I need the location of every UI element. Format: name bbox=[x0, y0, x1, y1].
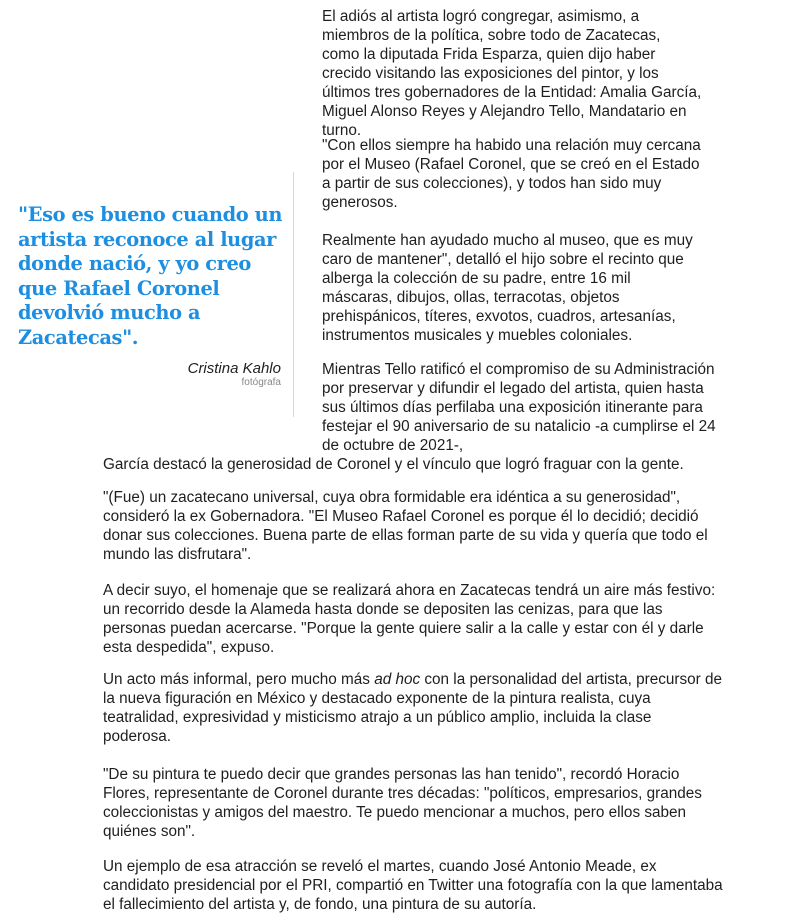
article-paragraph: "De su pintura te puedo decir que grandes personas las han tenido", recordó Horacio Flores, representante de Coronel durante tres décadas: "políticos, empresarios, grandes coleccionistas y amigos del maestro. Te puedo mencionar a muchos, pero ellos saben quiénes son". bbox=[103, 766, 702, 840]
paragraph-text: con la personalidad del artista, precursor de la nueva figuración en México y destacado exponente de la pintura realista, cuya teatralidad, expresividad y misticismo atrajo a un público amplio, incluida la clase poderosa. bbox=[103, 671, 723, 745]
pull-quote-author: Cristina Kahlo bbox=[187, 359, 281, 377]
article-paragraph-continuation: García destacó la generosidad de Coronel y el vínculo que logró fraguar con la gente. bbox=[103, 456, 684, 473]
article-paragraph: "(Fue) un zacatecano universal, cuya obra formidable era idéntica a su generosidad", consideró la ex Gobernadora. "El Museo Rafael Coronel es porque él lo decidió; decidió donar sus colecciones. Buena parte de ellas forman parte de su vida y quería que todo el mundo las disfrutara". bbox=[103, 489, 708, 563]
paragraph-text: Un acto más informal, pero mucho más bbox=[103, 671, 375, 688]
article-paragraph: "Con ellos siempre ha habido una relación muy cercana por el Museo (Rafael Coronel, que se creó en el Estado a partir de sus colecciones), y todos han sido muy generosos. bbox=[322, 137, 701, 211]
pull-quote-text: "Eso es bueno cuando un artista reconoce al lugar donde nació, y yo creo que Rafael Coronel devolvió mucho a Zacatecas". bbox=[18, 203, 283, 349]
article-paragraph: Un ejemplo de esa atracción se reveló el martes, cuando José Antonio Meade, ex candidato presidencial por el PRI, compartió en Twitter una fotografía con la que lamentaba el fallecimiento del artista y, de fondo, una pintura de su autoría. bbox=[103, 858, 723, 913]
article-paragraph: Realmente han ayudado mucho al museo, que es muy caro de mantener", detalló el hijo sobre el recinto que alberga la colección de su padre, entre 16 mil máscaras, dibujos, ollas, terracotas, objetos prehispánicos, títeres, exvotos, cuadros, artesanías, instrumentos musicales y muebles coloniales. bbox=[322, 232, 693, 344]
pull-quote-divider bbox=[293, 172, 294, 417]
pull-quote-author-role: fotógrafa bbox=[241, 376, 281, 388]
emphasis-text: ad hoc bbox=[374, 671, 421, 688]
pull-quote bbox=[18, 203, 293, 388]
article-paragraph: A decir suyo, el homenaje que se realizará ahora en Zacatecas tendrá un aire más festivo: un recorrido desde la Alameda hasta donde se depositen las cenizas, para que las personas puedan acercarse. "Porque la gente quiere salir a la calle y estar con él y darle esta despedida", expuso. bbox=[103, 582, 716, 656]
article-paragraph bbox=[103, 670, 723, 746]
article-paragraph: Mientras Tello ratificó el compromiso de su Administración por preservar y difundir el legado del artista, quien hasta sus últimos días perfilaba una exposición itinerante para festejar el 90 aniversario de su natalicio -a cumplirse el 24 de octubre de 2021-, bbox=[322, 361, 716, 454]
article-paragraph: El adiós al artista logró congregar, asimismo, a miembros de la política, sobre todo de Zacatecas, como la diputada Frida Esparza, quien dijo haber crecido visitando las exposiciones del pintor, y los últimos tres gobernadores de la Entidad: Amalia García, Miguel Alonso Reyes y Alejandro Tello, Mandatario en turno. bbox=[322, 8, 702, 139]
